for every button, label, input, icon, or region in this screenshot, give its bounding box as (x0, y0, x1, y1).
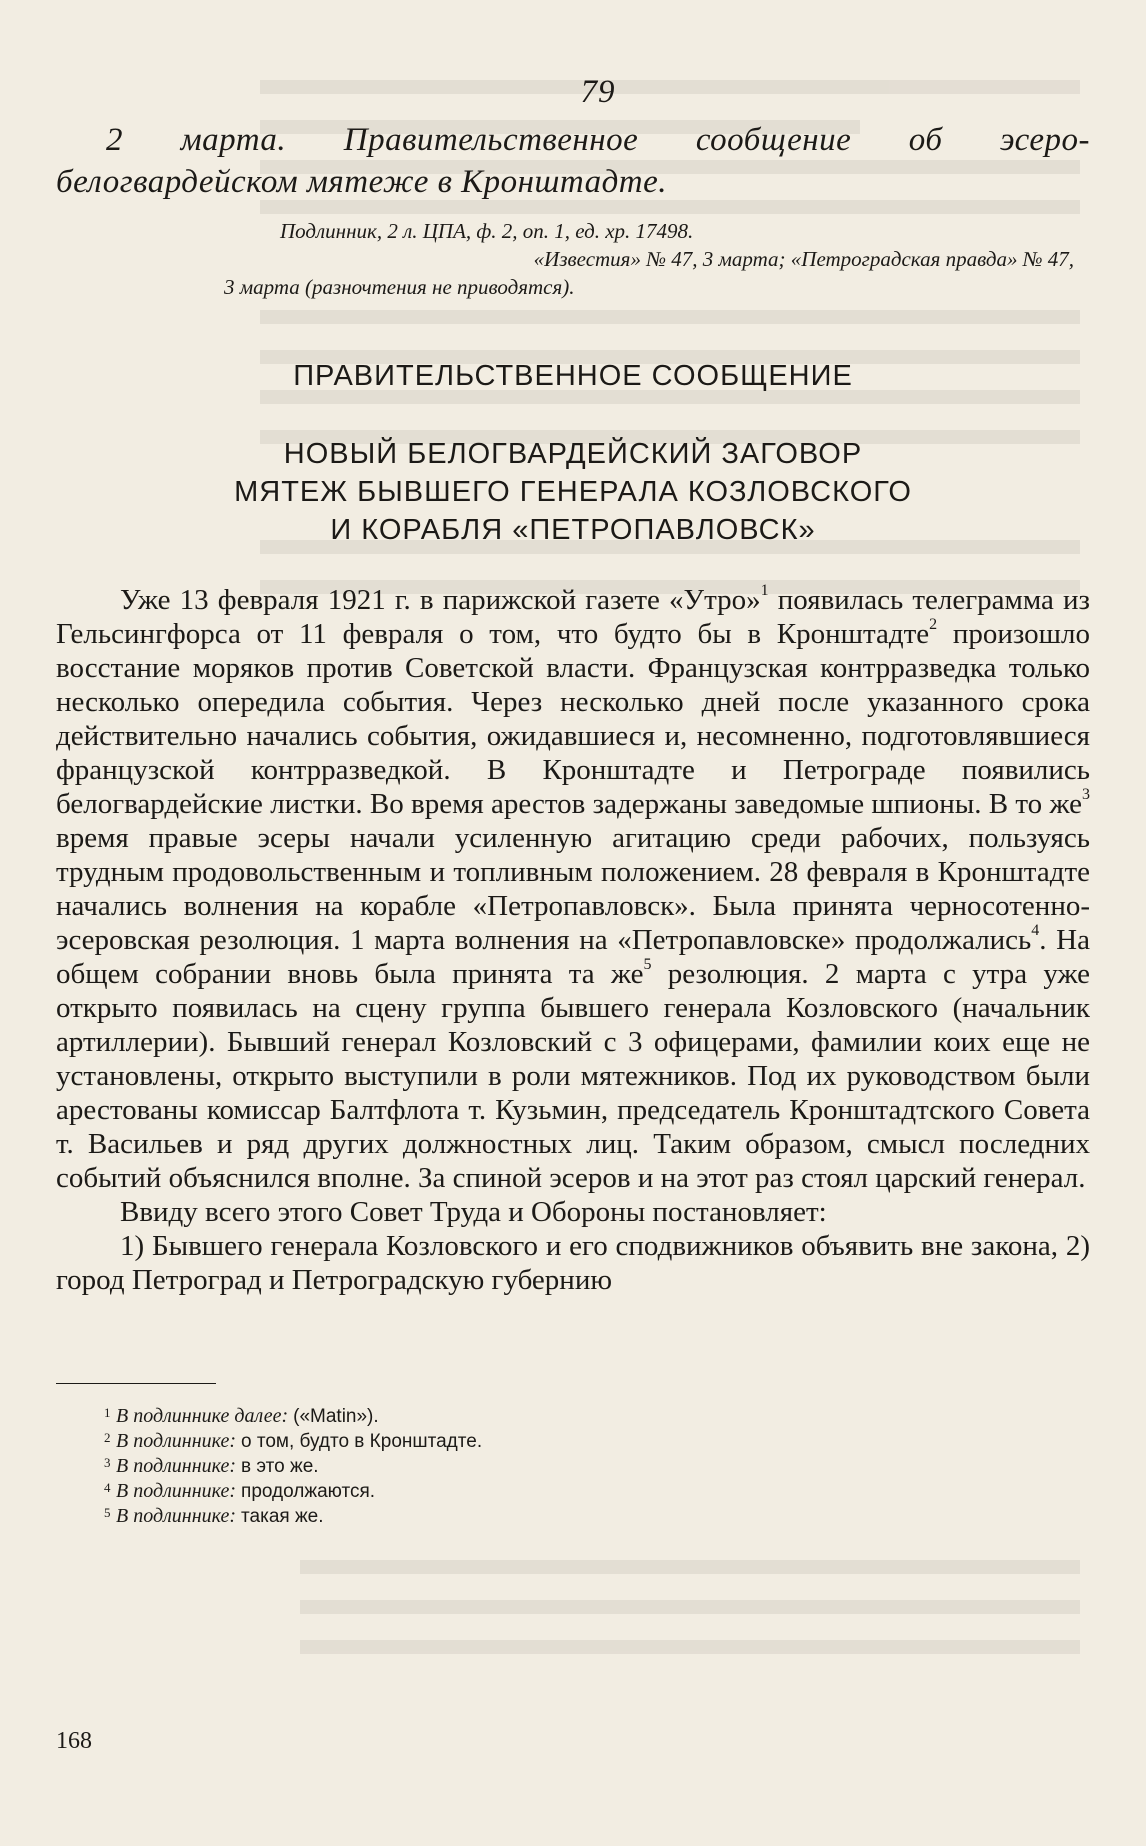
p1-text-b: появилась телеграмма из Гельсингфорса от 11 февраля о том, что будто бы в Кронштадте (56, 584, 1091, 650)
title-line-1: 2 марта. Правительственное сообщение об эсеро- (106, 122, 1090, 158)
source-line-1: Подлинник, 2 л. ЦПА, ф. 2, оп. 1, ед. хр. 17498. (280, 219, 694, 243)
document-number: 79 (580, 74, 616, 110)
footnote-label: В подлиннике: (116, 1505, 237, 1527)
footnote-number: 2 (104, 1430, 111, 1445)
page-number: 168 (56, 1728, 92, 1754)
footnote-ref-3[interactable]: 3 (1082, 786, 1090, 803)
footnote-number: 1 (104, 1405, 111, 1420)
footnote-divider (56, 1383, 216, 1384)
p1-text-a: Уже 13 февраля 1921 г. в парижской газете «Утро» (120, 584, 761, 616)
footnote-ref-1[interactable]: 1 (760, 582, 769, 599)
paragraph-2: Ввиду всего этого Совет Труда и Обороны постановляет: (120, 1196, 827, 1228)
footnote-item (56, 1404, 1090, 1429)
footnote-label: В подлиннике далее: (116, 1405, 289, 1427)
paragraph-3: 1) Бывшего генерала Козловского и его сподвижников объявить вне закона, 2) город Петроград и Петроградскую губернию (56, 1230, 1090, 1296)
footnote-item (56, 1479, 1090, 1504)
body-text (56, 583, 1090, 1297)
source-line-3: 3 марта (разночтения не приводятся). (224, 275, 575, 299)
subheading-group (56, 435, 1090, 549)
document-page (56, 74, 1090, 1529)
p1-text-f: резолюция. 2 марта с утра уже открыто появилась на сцену группа бывшего генерала Козловского (начальник артиллерии). Бывший генерал Козловский с 3 офицерами, фамилии коих еще не установлены, открыто выступили в роли мятежников. Под их руководством были арестованы комиссар Балтфлота т. Кузьмин, председатель Кронштадтского Совета т. Васильев и ряд других должностных лиц. Таким образом, смысл последних событий объяснился вполне. За спиной эсеров и на этот раз стоял царский генерал. (56, 958, 1090, 1194)
source-reference (56, 217, 1090, 301)
source-line-2: «Известия» № 47, 3 марта; «Петроградская правда» № 47, (533, 247, 1074, 271)
footnote-ref-4[interactable]: 4 (1031, 922, 1040, 939)
p1-text-c: произошло восстание моряков против Советской власти. Французская контрразведка только несколько опередила события. Через несколько дней после указанного срока действительно начались события, ожидавшиеся и, несомненно, подготовлявшиеся французской контрразведкой. В Кронштадте и Петрограде появились белогвардейские листки. Во время арестов задержаны заведомые шпионы. В то же (56, 618, 1090, 820)
footnote-item (56, 1504, 1090, 1529)
footnote-item (56, 1429, 1090, 1454)
document-title (56, 119, 1090, 203)
footnote-label: В подлиннике: (116, 1480, 237, 1502)
footnote-ref-2[interactable]: 2 (929, 616, 938, 633)
paragraph-1 (56, 583, 1090, 1195)
footnote-number: 4 (104, 1480, 111, 1495)
footnote-text: такая же. (241, 1506, 324, 1527)
footnote-text: продолжаются. (241, 1481, 376, 1502)
footnote-label: В подлиннике: (116, 1430, 237, 1452)
subheading-2: МЯТЕЖ БЫВШЕГО ГЕНЕРАЛА КОЗЛОВСКОГО (234, 476, 912, 508)
title-line-2: белогвардейском мятеже в Кронштадте. (56, 164, 668, 200)
footnote-text: («Matin»). (293, 1406, 379, 1427)
subheading-3: И КОРАБЛЯ «ПЕТРОПАВЛОВСК» (330, 514, 816, 546)
footnote-ref-5[interactable]: 5 (643, 956, 652, 973)
footnote-text: о том, будто в Кронштадте. (241, 1431, 483, 1452)
subheading-1: НОВЫЙ БЕЛОГВАРДЕЙСКИЙ ЗАГОВОР (283, 438, 863, 470)
footnote-text: в это же. (241, 1456, 319, 1477)
footnotes (56, 1404, 1090, 1529)
footnote-label: В подлиннике: (116, 1455, 237, 1477)
footnote-number: 5 (104, 1505, 111, 1520)
main-heading: ПРАВИТЕЛЬСТВЕННОЕ СООБЩЕНИЕ (293, 360, 853, 392)
footnote-item (56, 1454, 1090, 1479)
footnote-number: 3 (104, 1455, 111, 1470)
p1-text-e: . На общем собрании вновь была принята та же (56, 924, 1090, 990)
p1-text-d: время правые эсеры начали усиленную агитацию среди рабочих, пользуясь трудным продовольственным и топливным положением. 28 февраля в Кронштадте начались волнения на корабле «Петропавловск». Была принята черносотенно-эсеровская резолюция. 1 марта волнения на «Петропавловске» продолжались (56, 822, 1090, 956)
